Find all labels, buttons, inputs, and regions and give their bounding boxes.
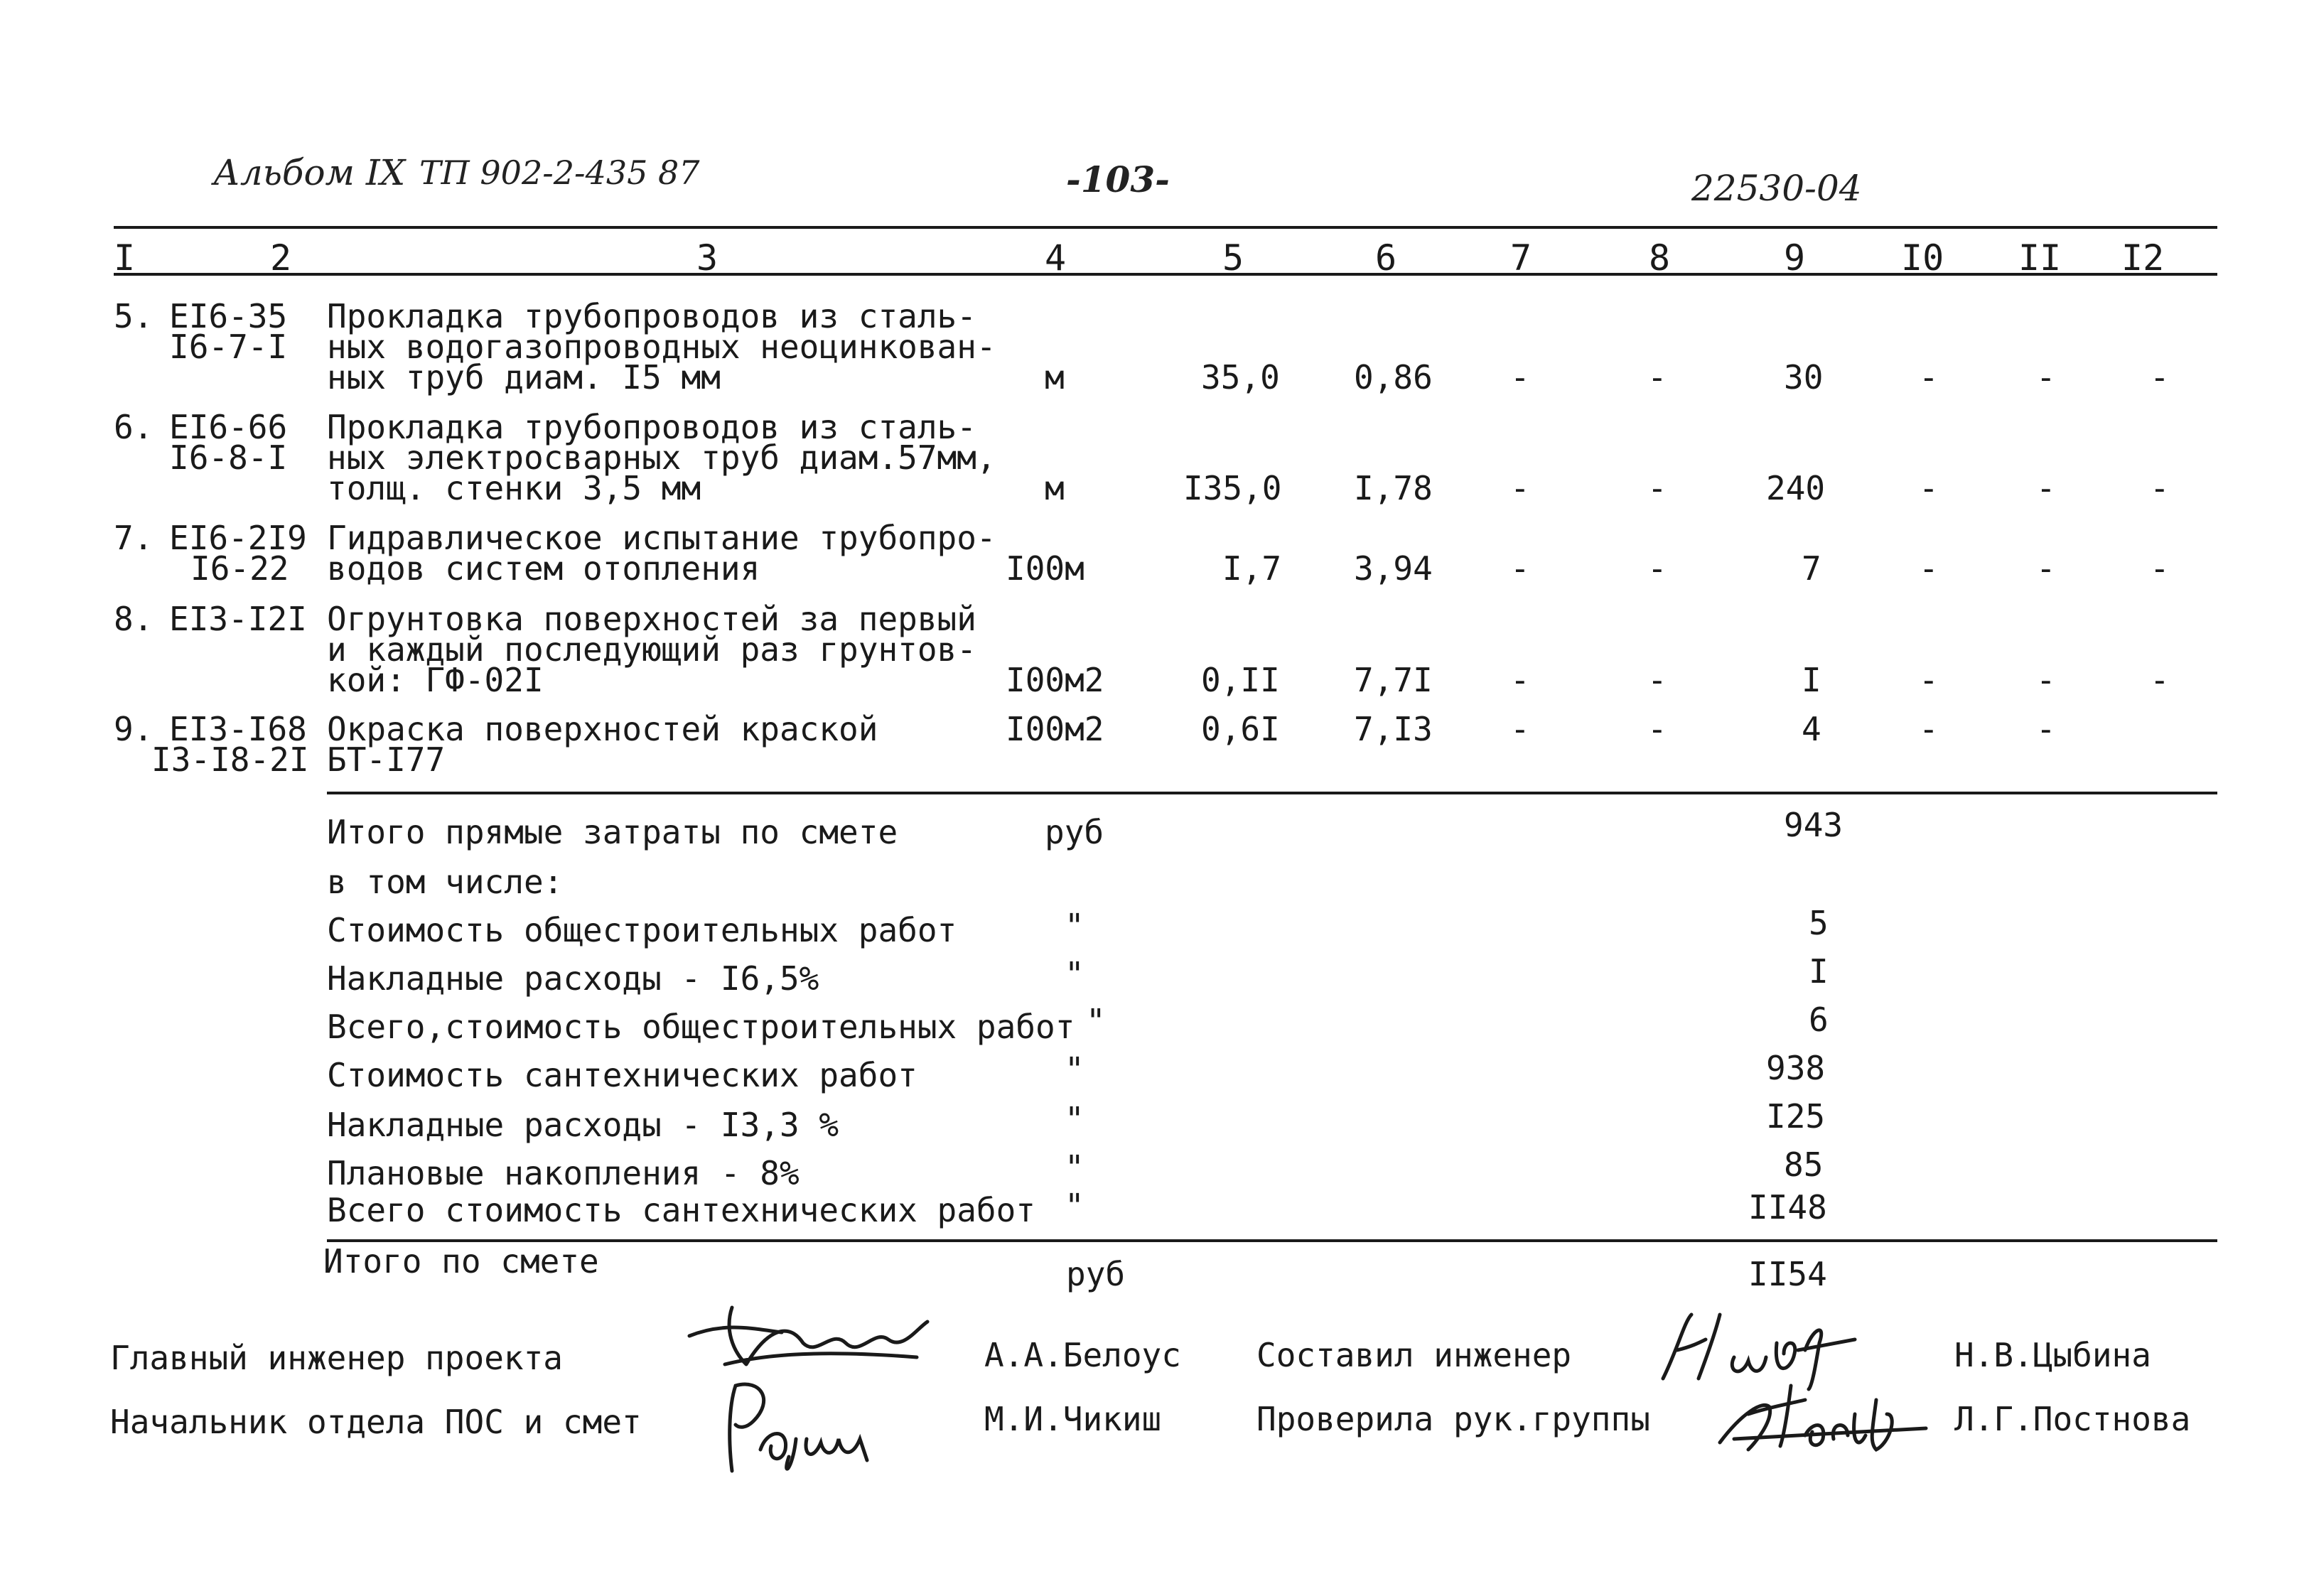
row-col10: -: [1919, 358, 1939, 397]
compiler-role: Составил инженер: [1256, 1336, 1572, 1374]
col-header-4: 4: [1045, 237, 1067, 279]
row-unit: I00м2: [1006, 661, 1104, 699]
checker-name: Л.Г.Постнова: [1954, 1400, 2191, 1438]
header-top-rule: [114, 226, 2217, 229]
row-col10: -: [1919, 710, 1939, 748]
signature-postnova: [1706, 1371, 1933, 1464]
row-description: БТ-I77: [327, 740, 446, 779]
row-col12: -: [2150, 469, 2170, 507]
row-col11: -: [2036, 549, 2056, 588]
summary-label: Накладные расходы - I3,3 %: [327, 1106, 839, 1144]
row-quantity: 0,II: [1201, 661, 1280, 699]
summary-value: I25: [1766, 1097, 1826, 1136]
row-col8: -: [1647, 549, 1667, 588]
summary-label: в том числе:: [327, 863, 564, 901]
row-price: 7,I3: [1354, 710, 1433, 748]
row-quantity: 35,0: [1201, 358, 1280, 397]
row-col12: -: [2150, 358, 2170, 397]
col-header-5: 5: [1222, 237, 1244, 279]
row-col11: -: [2036, 469, 2056, 507]
row-number: 9.: [114, 710, 154, 748]
total-rule: [327, 1239, 2217, 1242]
summary-label: Плановые накопления - 8%: [327, 1154, 800, 1192]
row-description: Окраска поверхностей краской: [327, 710, 878, 748]
row-col10: -: [1919, 549, 1939, 588]
row-code: I6-8-I: [169, 438, 288, 477]
row-col7: -: [1510, 710, 1530, 748]
document-code: 22530-04: [1691, 168, 1862, 209]
row-col12: -: [2150, 549, 2170, 588]
row-col7: -: [1510, 358, 1530, 397]
total-label: Итого по смете: [323, 1242, 599, 1280]
row-col7: -: [1510, 661, 1530, 699]
col-header-6: 6: [1375, 237, 1397, 279]
row-description: и каждый последующий раз грунтов-: [327, 630, 976, 669]
row-code: EI6-2I9: [169, 519, 307, 557]
row-cost: 30: [1784, 358, 1824, 397]
chief-engineer-name: А.А.Белоус: [984, 1336, 1181, 1374]
row-col8: -: [1647, 358, 1667, 397]
row-col8: -: [1647, 661, 1667, 699]
row-col10: -: [1919, 661, 1939, 699]
row-description: Прокладка трубопроводов из сталь-: [327, 297, 976, 335]
row-unit: м: [1045, 358, 1065, 397]
summary-value: I: [1809, 952, 1829, 991]
total-value: II54: [1748, 1255, 1827, 1293]
row-col11: -: [2036, 661, 2056, 699]
row-price: 0,86: [1354, 358, 1433, 397]
row-col8: -: [1647, 710, 1667, 748]
dept-head-name: М.И.Чикиш: [984, 1400, 1162, 1438]
summary-label: Стоимость общестроительных работ: [327, 911, 957, 949]
total-unit: руб: [1066, 1255, 1126, 1293]
row-code: I6-22: [190, 549, 289, 588]
col-header-11: II: [2018, 237, 2062, 279]
checker-role: Проверила рук.группы: [1256, 1400, 1650, 1438]
row-col10: -: [1919, 469, 1939, 507]
signature-belous: [682, 1279, 938, 1386]
compiler-name: Н.В.Цыбина: [1954, 1336, 2151, 1374]
row-col7: -: [1510, 549, 1530, 588]
project-code: ТП 902-2-435 87: [419, 153, 700, 192]
row-code: EI3-I2I: [169, 600, 307, 638]
summary-value: 85: [1784, 1145, 1824, 1184]
row-description: Огрунтовка поверхностей за первый: [327, 600, 976, 638]
row-cost: 4: [1802, 710, 1821, 748]
row-col11: -: [2036, 358, 2056, 397]
row-number: 7.: [114, 519, 154, 557]
summary-value: 6: [1809, 1001, 1829, 1039]
row-price: 3,94: [1354, 549, 1433, 588]
summary-value: 5: [1809, 904, 1829, 942]
row-description: ных электросварных труб диам.57мм,: [327, 438, 996, 477]
row-unit: I00м: [1006, 549, 1084, 588]
album-label: Альбом IX: [213, 152, 406, 193]
col-header-7: 7: [1510, 237, 1532, 279]
row-code: EI6-66: [169, 408, 288, 446]
col-header-12: I2: [2121, 237, 2165, 279]
row-unit: I00м2: [1006, 710, 1104, 748]
row-code: EI6-35: [169, 297, 288, 335]
summary-label: Всего стоимость сантехнических работ: [327, 1191, 1035, 1229]
row-cost: 7: [1802, 549, 1821, 588]
signature-chikish: [718, 1371, 881, 1485]
table-body-rule: [327, 792, 2217, 794]
summary-unit: руб: [1045, 813, 1104, 851]
row-code: EI3-I68: [169, 710, 307, 748]
row-description: ных труб диам. I5 мм: [327, 358, 721, 397]
row-number: 5.: [114, 297, 154, 335]
summary-value: 938: [1766, 1049, 1826, 1087]
row-col11: -: [2036, 710, 2056, 748]
row-unit: м: [1045, 469, 1065, 507]
row-col7: -: [1510, 469, 1530, 507]
row-cost: 240: [1766, 469, 1826, 507]
summary-unit: ": [1065, 1050, 1084, 1089]
summary-unit: ": [1065, 1148, 1084, 1187]
summary-label: Накладные расходы - I6,5%: [327, 959, 819, 998]
col-header-10: I0: [1901, 237, 1944, 279]
row-description: ных водогазопроводных неоцинкован-: [327, 328, 996, 366]
row-description: Гидравлическое испытание трубопро-: [327, 519, 996, 557]
col-header-1: I: [114, 237, 136, 279]
row-code: I3-I8-2I: [151, 740, 309, 779]
row-col8: -: [1647, 469, 1667, 507]
chief-engineer-role: Главный инженер проекта: [110, 1339, 563, 1377]
row-number: 8.: [114, 600, 154, 638]
row-price: I,78: [1354, 469, 1433, 507]
row-description: Прокладка трубопроводов из сталь-: [327, 408, 976, 446]
summary-unit: ": [1065, 907, 1084, 945]
summary-unit: ": [1065, 1187, 1084, 1225]
row-quantity: 0,6I: [1201, 710, 1280, 748]
summary-label: Стоимость сантехнических работ: [327, 1056, 917, 1094]
row-quantity: I,7: [1222, 549, 1282, 588]
dept-head-role: Начальник отдела ПОС и смет: [110, 1403, 642, 1441]
row-description: водов систем отопления: [327, 549, 760, 588]
summary-unit: ": [1065, 955, 1084, 993]
summary-label: Итого прямые затраты по смете: [327, 813, 898, 851]
row-code: I6-7-I: [169, 328, 288, 366]
col-header-2: 2: [270, 237, 292, 279]
row-description: кой: ГФ-02I: [327, 661, 544, 699]
row-price: 7,7I: [1354, 661, 1433, 699]
col-header-3: 3: [696, 237, 718, 279]
row-col12: -: [2150, 661, 2170, 699]
summary-label: Всего,стоимость общестроительных работ: [327, 1008, 1075, 1046]
summary-value: 943: [1784, 806, 1844, 844]
summary-unit: ": [1086, 1002, 1106, 1040]
col-header-9: 9: [1784, 237, 1806, 279]
row-number: 6.: [114, 408, 154, 446]
row-quantity: I35,0: [1183, 469, 1282, 507]
row-description: толщ. стенки 3,5 мм: [327, 469, 701, 507]
summary-unit: ": [1065, 1100, 1084, 1138]
row-cost: I: [1802, 661, 1821, 699]
col-header-8: 8: [1649, 237, 1671, 279]
page-number: -103-: [1066, 158, 1170, 200]
summary-value: II48: [1748, 1188, 1827, 1226]
